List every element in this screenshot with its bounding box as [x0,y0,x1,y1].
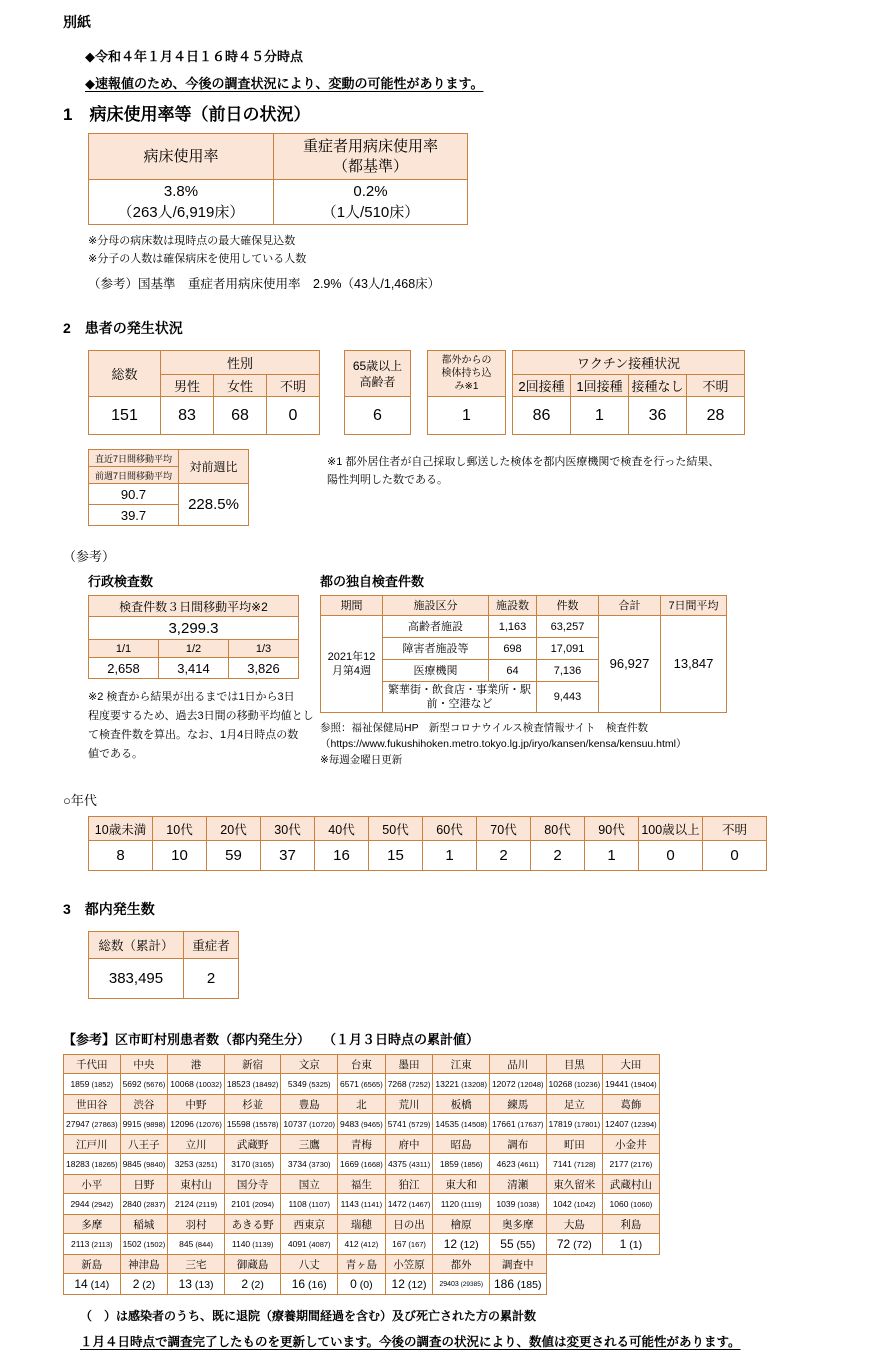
admin-tests-note [88,688,320,764]
ward-value-cell: 412 (412) [338,1234,386,1255]
age-header-cell: 40代 [315,817,369,841]
ward-value-cell: 5349 (5325) [281,1074,338,1095]
male-header: 男性 [161,375,214,397]
ward-name-row [64,1255,660,1274]
cumulative-total-value: 383,495 [89,959,184,999]
ward-name-cell: 狛江 [385,1175,433,1194]
elderly-header-line2: 高齢者 [359,374,396,389]
ward-value-cell: 18523 (18492) [224,1074,281,1095]
attachment-label: 別紙 [63,14,91,30]
gender-unknown-header: 不明 [267,375,320,397]
ward-value-cell: 3170 (3165) [224,1154,281,1175]
ward-name-cell: 府中 [385,1135,433,1154]
outside-sample-header [428,351,506,397]
admin-note-line2: 程度要するため、過去3日間の移動平均値とし [88,710,314,722]
section2-title: 2 患者の発生状況 [63,320,183,336]
ward-value-cell: 1472 (1467) [385,1194,433,1215]
ward-name-cell: 品川 [489,1055,546,1074]
ward-name-cell: 杉並 [224,1095,281,1114]
age-header-cell: 20代 [207,817,261,841]
ward-value-cell: 13221 (13208) [433,1074,490,1095]
ward-name-cell: 昭島 [433,1135,490,1154]
ward-name-cell: 八王子 [120,1135,168,1154]
outside-header-line3: み※1 [454,381,479,392]
vaccine-table [512,350,745,435]
ward-value-cell: 12072 (12048) [489,1074,546,1095]
age-value-cell: 1 [423,841,477,871]
ward-value-cell: 14535 (14508) [433,1114,490,1135]
note1-line2: 陽性判明した数である。 [327,474,448,486]
ward-value-cell: 1039 (1038) [489,1194,546,1215]
ward-name-cell: 八丈 [281,1255,338,1274]
age-value-cell: 1 [585,841,639,871]
division-4: 繁華街・飲食店・事業所・駅前・空港など [383,682,537,713]
ward-value-cell: 2 (2) [224,1274,281,1295]
ward-name-cell: 西東京 [281,1215,338,1234]
ward-value-cell: 9483 (9465) [338,1114,386,1135]
period-header: 期間 [321,596,383,616]
age-header-row [89,817,767,841]
ward-name-cell: 羽村 [168,1215,225,1234]
ward-name-cell: 武蔵村山 [603,1175,660,1194]
prev-7day-avg-header: 前週7日間移動平均 [89,467,179,484]
facilities-3: 64 [489,660,537,682]
ward-name-cell: 福生 [338,1175,386,1194]
age-value-cell: 10 [153,841,207,871]
ward-value-cell: 12 (12) [385,1274,433,1295]
total-header: 総数 [89,351,161,397]
severe-bed-rate-header-line2: （都基準） [332,157,408,175]
tests-columns [88,571,855,768]
severe-bed-rate-detail: （1人/510床） [321,204,420,221]
count-1: 63,257 [537,616,599,638]
ward-name-row [64,1095,660,1114]
ward-value-cell: 15598 (15578) [224,1114,281,1135]
ward-name-cell: 青ヶ島 [338,1255,386,1274]
ward-name-cell: 都外 [433,1255,490,1274]
bed-note-2: ※分子の人数は確保病床を使用している人数 [88,253,307,265]
gender-unknown-value: 0 [267,397,320,435]
age-value-cell: 16 [315,841,369,871]
vaccine-1dose-value: 1 [571,397,629,435]
ward-value-cell: 10268 (10236) [546,1074,603,1095]
admin-date-3: 1/3 [229,640,299,658]
ward-value-cell: 1859 (1856) [433,1154,490,1175]
age-value-cell: 0 [703,841,767,871]
ward-name-cell: 足立 [546,1095,603,1114]
sum-header: 合計 [599,596,661,616]
ward-name-cell: 国分寺 [224,1175,281,1194]
elderly-value: 6 [345,397,411,435]
female-header: 女性 [214,375,267,397]
severe-value: 2 [184,959,239,999]
ward-value-cell: 17661 (17637) [489,1114,546,1135]
ward-value-cell: 12407 (12394) [603,1114,660,1135]
age-header-cell: 70代 [477,817,531,841]
admin-avg-value: 3,299.3 [89,617,299,640]
ward-name-cell: 奥多摩 [489,1215,546,1234]
footer-note-2-text: １月４日時点で調査完了したものを更新しています。今後の調査の状況により、数値は変更される可能性があります。 [80,1335,741,1349]
age-header-cell: 60代 [423,817,477,841]
ward-name-cell: 新宿 [224,1055,281,1074]
vaccine-2dose-value: 86 [513,397,571,435]
count-3: 7,136 [537,660,599,682]
tokyo-ref-url: （https://www.fukushihoken.metro.tokyo.lg.jp/iryo/kansen/kensa/kensuu.html） [320,738,687,750]
ward-value-cell: 2177 (2176) [603,1154,660,1175]
facilities-2: 698 [489,638,537,660]
ward-value-cell: 3734 (3730) [281,1154,338,1175]
ward-value-cell: 7141 (7128) [546,1154,603,1175]
tokyo-tests-title: 都の独自検査件数 [320,574,425,589]
weekavg-value: 13,847 [661,616,727,713]
bed-rate-value [89,180,274,225]
ward-table [63,1054,660,1295]
ward-value-cell: 2840 (2837) [120,1194,168,1215]
ward-value-cell: 3253 (3251) [168,1154,225,1175]
ward-name-cell: 東大和 [433,1175,490,1194]
outside-sample-note [327,449,719,489]
count-header: 件数 [537,596,599,616]
ward-name-cell: 文京 [281,1055,338,1074]
admin-count-2: 3,414 [159,658,229,679]
ward-section-title: 【参考】区市町村別患者数（都内発生分） （１月３日時点の累計値） [63,1032,480,1047]
moving-average-row [88,449,855,526]
vaccine-header: ワクチン接種状況 [513,351,745,375]
ward-name-cell: 国立 [281,1175,338,1194]
ward-value-cell: 10737 (10720) [281,1114,338,1135]
ward-value-cell: 1859 (1852) [64,1074,121,1095]
ward-name-cell: 中央 [120,1055,168,1074]
age-table [88,816,767,871]
vaccine-none-header: 接種なし [629,375,687,397]
note1-line1: ※1 都外居住者が自己採取し郵送した検体を都内医療機関で検査を行った結果、 [327,456,720,468]
ward-value-cell: 12 (12) [433,1234,490,1255]
ward-name-cell: 台東 [338,1055,386,1074]
bed-usage-table [88,133,468,225]
ward-value-row [64,1154,660,1175]
ward-value-cell: 9845 (9840) [120,1154,168,1175]
division-header: 施設区分 [383,596,489,616]
ward-value-cell: 14 (14) [64,1274,121,1295]
outside-sample-table [427,350,506,435]
ward-name-cell: 世田谷 [64,1095,121,1114]
ward-value-cell: 72 (72) [546,1234,603,1255]
division-3: 医療機関 [383,660,489,682]
ward-value-cell: 12096 (12076) [168,1114,225,1135]
footer-note-1: （ ）は感染者のうち、既に退院（療養期間経過を含む）及び死亡された方の累計数 [80,1309,537,1323]
ward-name-cell: 東村山 [168,1175,225,1194]
ward-name-row [64,1135,660,1154]
age-section-title: ○年代 [63,793,97,808]
ward-value-cell: 16 (16) [281,1274,338,1295]
ward-value-cell: 4623 (4611) [489,1154,546,1175]
age-value-cell: 59 [207,841,261,871]
count-2: 17,091 [537,638,599,660]
ward-name-cell: 日の出 [385,1215,433,1234]
age-header-cell: 80代 [531,817,585,841]
division-1: 高齢者施設 [383,616,489,638]
ward-value-cell: 5692 (5676) [120,1074,168,1095]
ward-value-cell: 55 (55) [489,1234,546,1255]
prev-7day-avg-value: 39.7 [89,505,179,526]
ward-name-cell: 江戸川 [64,1135,121,1154]
sum-value: 96,927 [599,616,661,713]
facilities-header: 施設数 [489,596,537,616]
age-header-cell: 100歳以上 [639,817,703,841]
ward-value-cell: 18283 (18265) [64,1154,121,1175]
count-4: 9,443 [537,682,599,713]
moving-average-table [88,449,249,526]
bed-rate-detail: （263人/6,919床） [117,204,245,221]
age-header-cell: 30代 [261,817,315,841]
bed-rate-header: 病床使用率 [89,134,274,180]
ward-value-cell: 13 (13) [168,1274,225,1295]
ward-value-cell: 1042 (1042) [546,1194,603,1215]
age-value-cell: 15 [369,841,423,871]
ward-name-cell: 神津島 [120,1255,168,1274]
tokyo-tests-table [320,595,727,713]
admin-note-line4: 値である。 [88,748,143,760]
ward-name-cell: 小平 [64,1175,121,1194]
section3-title: 3 都内発生数 [63,901,155,917]
outside-sample-value: 1 [428,397,506,435]
outside-header-line2: 検体持ち込 [441,368,492,379]
ward-value-cell: 2 (2) [120,1274,168,1295]
vaccine-unknown-header: 不明 [687,375,745,397]
ward-value-cell: 4091 (4087) [281,1234,338,1255]
severe-bed-rate-percent: 0.2% [353,183,388,200]
ward-name-cell: 板橋 [433,1095,490,1114]
severe-bed-rate-header-line1: 重症者用病床使用率 [302,137,438,155]
ward-name-cell: 北 [338,1095,386,1114]
admin-tests-table [88,595,299,679]
ward-name-cell: 墨田 [385,1055,433,1074]
ward-name-cell: 東久留米 [546,1175,603,1194]
admin-count-1: 2,658 [89,658,159,679]
ward-name-cell: 利島 [603,1215,660,1234]
ward-value-cell: 27947 (27863) [64,1114,121,1135]
ward-name-cell: 小金井 [603,1135,660,1154]
ward-value-cell: 19441 (19404) [603,1074,660,1095]
vaccine-unknown-value: 28 [687,397,745,435]
tokyo-tests-column [320,571,727,768]
ward-value-cell: 1060 (1060) [603,1194,660,1215]
ward-name-cell: 青梅 [338,1135,386,1154]
patients-summary-table [88,350,320,435]
recent-7day-avg-header: 直近7日間移動平均 [89,450,179,467]
ward-name-cell: 清瀬 [489,1175,546,1194]
severe-bed-rate-value [274,180,468,225]
elderly-header [345,351,411,397]
ward-value-cell: 1108 (1107) [281,1194,338,1215]
ward-name-cell: 荒川 [385,1095,433,1114]
division-2: 障害者施設等 [383,638,489,660]
notice-line [85,73,855,92]
ward-name-cell: 檜原 [433,1215,490,1234]
ward-value-cell: 845 (844) [168,1234,225,1255]
age-header-cell: 10代 [153,817,207,841]
ward-name-cell: 小笠原 [385,1255,433,1274]
reference-label: （参考） [63,549,116,564]
ward-value-cell: 1143 (1141) [338,1194,386,1215]
ward-value-cell: 6571 (6565) [338,1074,386,1095]
age-value-row [89,841,767,871]
cumulative-table [88,931,239,999]
ward-value-cell: 1502 (1502) [120,1234,168,1255]
recent-7day-avg-value: 90.7 [89,484,179,505]
ward-name-cell: 江東 [433,1055,490,1074]
ward-name-cell: 御蔵島 [224,1255,281,1274]
ward-value-cell: 2101 (2094) [224,1194,281,1215]
ward-value-cell: 5741 (5729) [385,1114,433,1135]
bed-note-1: ※分母の病床数は現時点の最大確保見込数 [88,235,296,247]
ward-value-row [64,1114,660,1135]
ward-value-cell: 29403 (29385) [433,1274,490,1295]
ward-name-row [64,1175,660,1194]
admin-date-1: 1/1 [89,640,159,658]
facilities-1: 1,163 [489,616,537,638]
ward-value-cell: 10068 (10032) [168,1074,225,1095]
outside-header-line1: 都外からの [441,355,492,366]
ward-value-cell: 17819 (17801) [546,1114,603,1135]
admin-tests-column [88,571,320,764]
ward-name-cell: 日野 [120,1175,168,1194]
ward-name-cell: 港 [168,1055,225,1074]
ward-name-row [64,1055,660,1074]
week-ratio-header: 対前週比 [179,450,249,484]
ward-value-cell: 2113 (2113) [64,1234,121,1255]
period-value: 2021年12月第4週 [321,616,383,713]
ward-value-cell: 167 (167) [385,1234,433,1255]
gender-header: 性別 [161,351,320,375]
ward-value-cell: 4375 (4311) [385,1154,433,1175]
age-header-cell: 50代 [369,817,423,841]
ward-value-cell: 2944 (2942) [64,1194,121,1215]
ward-value-row [64,1194,660,1215]
female-value: 68 [214,397,267,435]
elderly-table [344,350,411,435]
vaccine-1dose-header: 1回接種 [571,375,629,397]
elderly-header-line1: 65歳以上 [352,358,403,373]
ward-name-row [64,1215,660,1234]
ward-name-cell: 調査中 [489,1255,546,1274]
vaccine-none-value: 36 [629,397,687,435]
ward-name-cell: あきる野 [224,1215,281,1234]
admin-count-3: 3,826 [229,658,299,679]
ward-value-cell: 1120 (1119) [433,1194,490,1215]
footer-note-2 [80,1332,855,1350]
ward-name-cell: 調布 [489,1135,546,1154]
ward-name-cell: 目黒 [546,1055,603,1074]
total-value: 151 [89,397,161,435]
ward-name-cell: 練馬 [489,1095,546,1114]
admin-note-line1: ※2 検査から結果が出るまでは1日から3日 [88,691,295,703]
age-header-cell: 90代 [585,817,639,841]
tokyo-ref-line1: 参照：福祉保健局HP 新型コロナウイルス検査情報サイト 検査件数 [320,722,649,734]
ward-name-cell: 大島 [546,1215,603,1234]
ward-name-cell: 三鷹 [281,1135,338,1154]
age-value-cell: 0 [639,841,703,871]
age-value-cell: 8 [89,841,153,871]
timestamp-line: ◆令和４年１月４日１６時４５分時点 [85,49,303,64]
tokyo-tests-notes [320,720,727,768]
ward-value-row [64,1234,660,1255]
admin-avg-header: 検査件数３日間移動平均※2 [89,596,299,617]
severe-header: 重症者 [184,932,239,959]
ward-value-cell: 7268 (7252) [385,1074,433,1095]
ward-name-cell: 新島 [64,1255,121,1274]
notice-text: ◆速報値のため、今後の調査状況により、変動の可能性があります。 [85,76,484,91]
ward-name-cell: 中野 [168,1095,225,1114]
weekavg-header: 7日間平均 [661,596,727,616]
male-value: 83 [161,397,214,435]
ward-name-cell: 三宅 [168,1255,225,1274]
age-header-cell: 10歳未満 [89,817,153,841]
age-value-cell: 37 [261,841,315,871]
ward-value-cell: 9915 (9898) [120,1114,168,1135]
admin-date-2: 1/2 [159,640,229,658]
vaccine-2dose-header: 2回接種 [513,375,571,397]
cumulative-total-header: 総数（累計） [89,932,184,959]
ward-name-cell: 武蔵野 [224,1135,281,1154]
ward-value-cell: 1669 (1668) [338,1154,386,1175]
ward-value-row [64,1274,660,1295]
severe-bed-rate-header [274,134,468,180]
ward-value-cell: 186 (185) [489,1274,546,1295]
ward-name-cell: 渋谷 [120,1095,168,1114]
admin-tests-title: 行政検査数 [88,574,154,589]
ward-name-cell: 千代田 [64,1055,121,1074]
bed-rate-percent: 3.8% [163,183,199,200]
ward-name-cell: 稲城 [120,1215,168,1234]
tokyo-ref-line3: ※毎週金曜日更新 [320,754,403,766]
ward-name-cell: 瑞穂 [338,1215,386,1234]
ward-name-cell: 多摩 [64,1215,121,1234]
ward-name-cell: 町田 [546,1135,603,1154]
ward-name-cell: 大田 [603,1055,660,1074]
admin-note-line3: て検査件数を算出。なお、1月4日時点の数 [88,729,299,741]
age-header-cell: 不明 [703,817,767,841]
ward-name-cell: 葛飾 [603,1095,660,1114]
section1-title: 1 病床使用率等（前日の状況） [63,105,311,124]
ward-name-cell: 豊島 [281,1095,338,1114]
ward-value-cell: 0 (0) [338,1274,386,1295]
national-standard-reference: （参考）国基準 重症者用病床使用率 2.9%（43人/1,468床） [88,277,441,291]
ward-name-cell: 立川 [168,1135,225,1154]
week-ratio-value: 228.5% [179,484,249,526]
age-value-cell: 2 [477,841,531,871]
ward-value-cell: 2124 (2119) [168,1194,225,1215]
patient-tables-row [88,350,855,435]
ward-value-cell: 1 (1) [603,1234,660,1255]
ward-value-row [64,1074,660,1095]
age-value-cell: 2 [531,841,585,871]
ward-value-cell: 1140 (1139) [224,1234,281,1255]
